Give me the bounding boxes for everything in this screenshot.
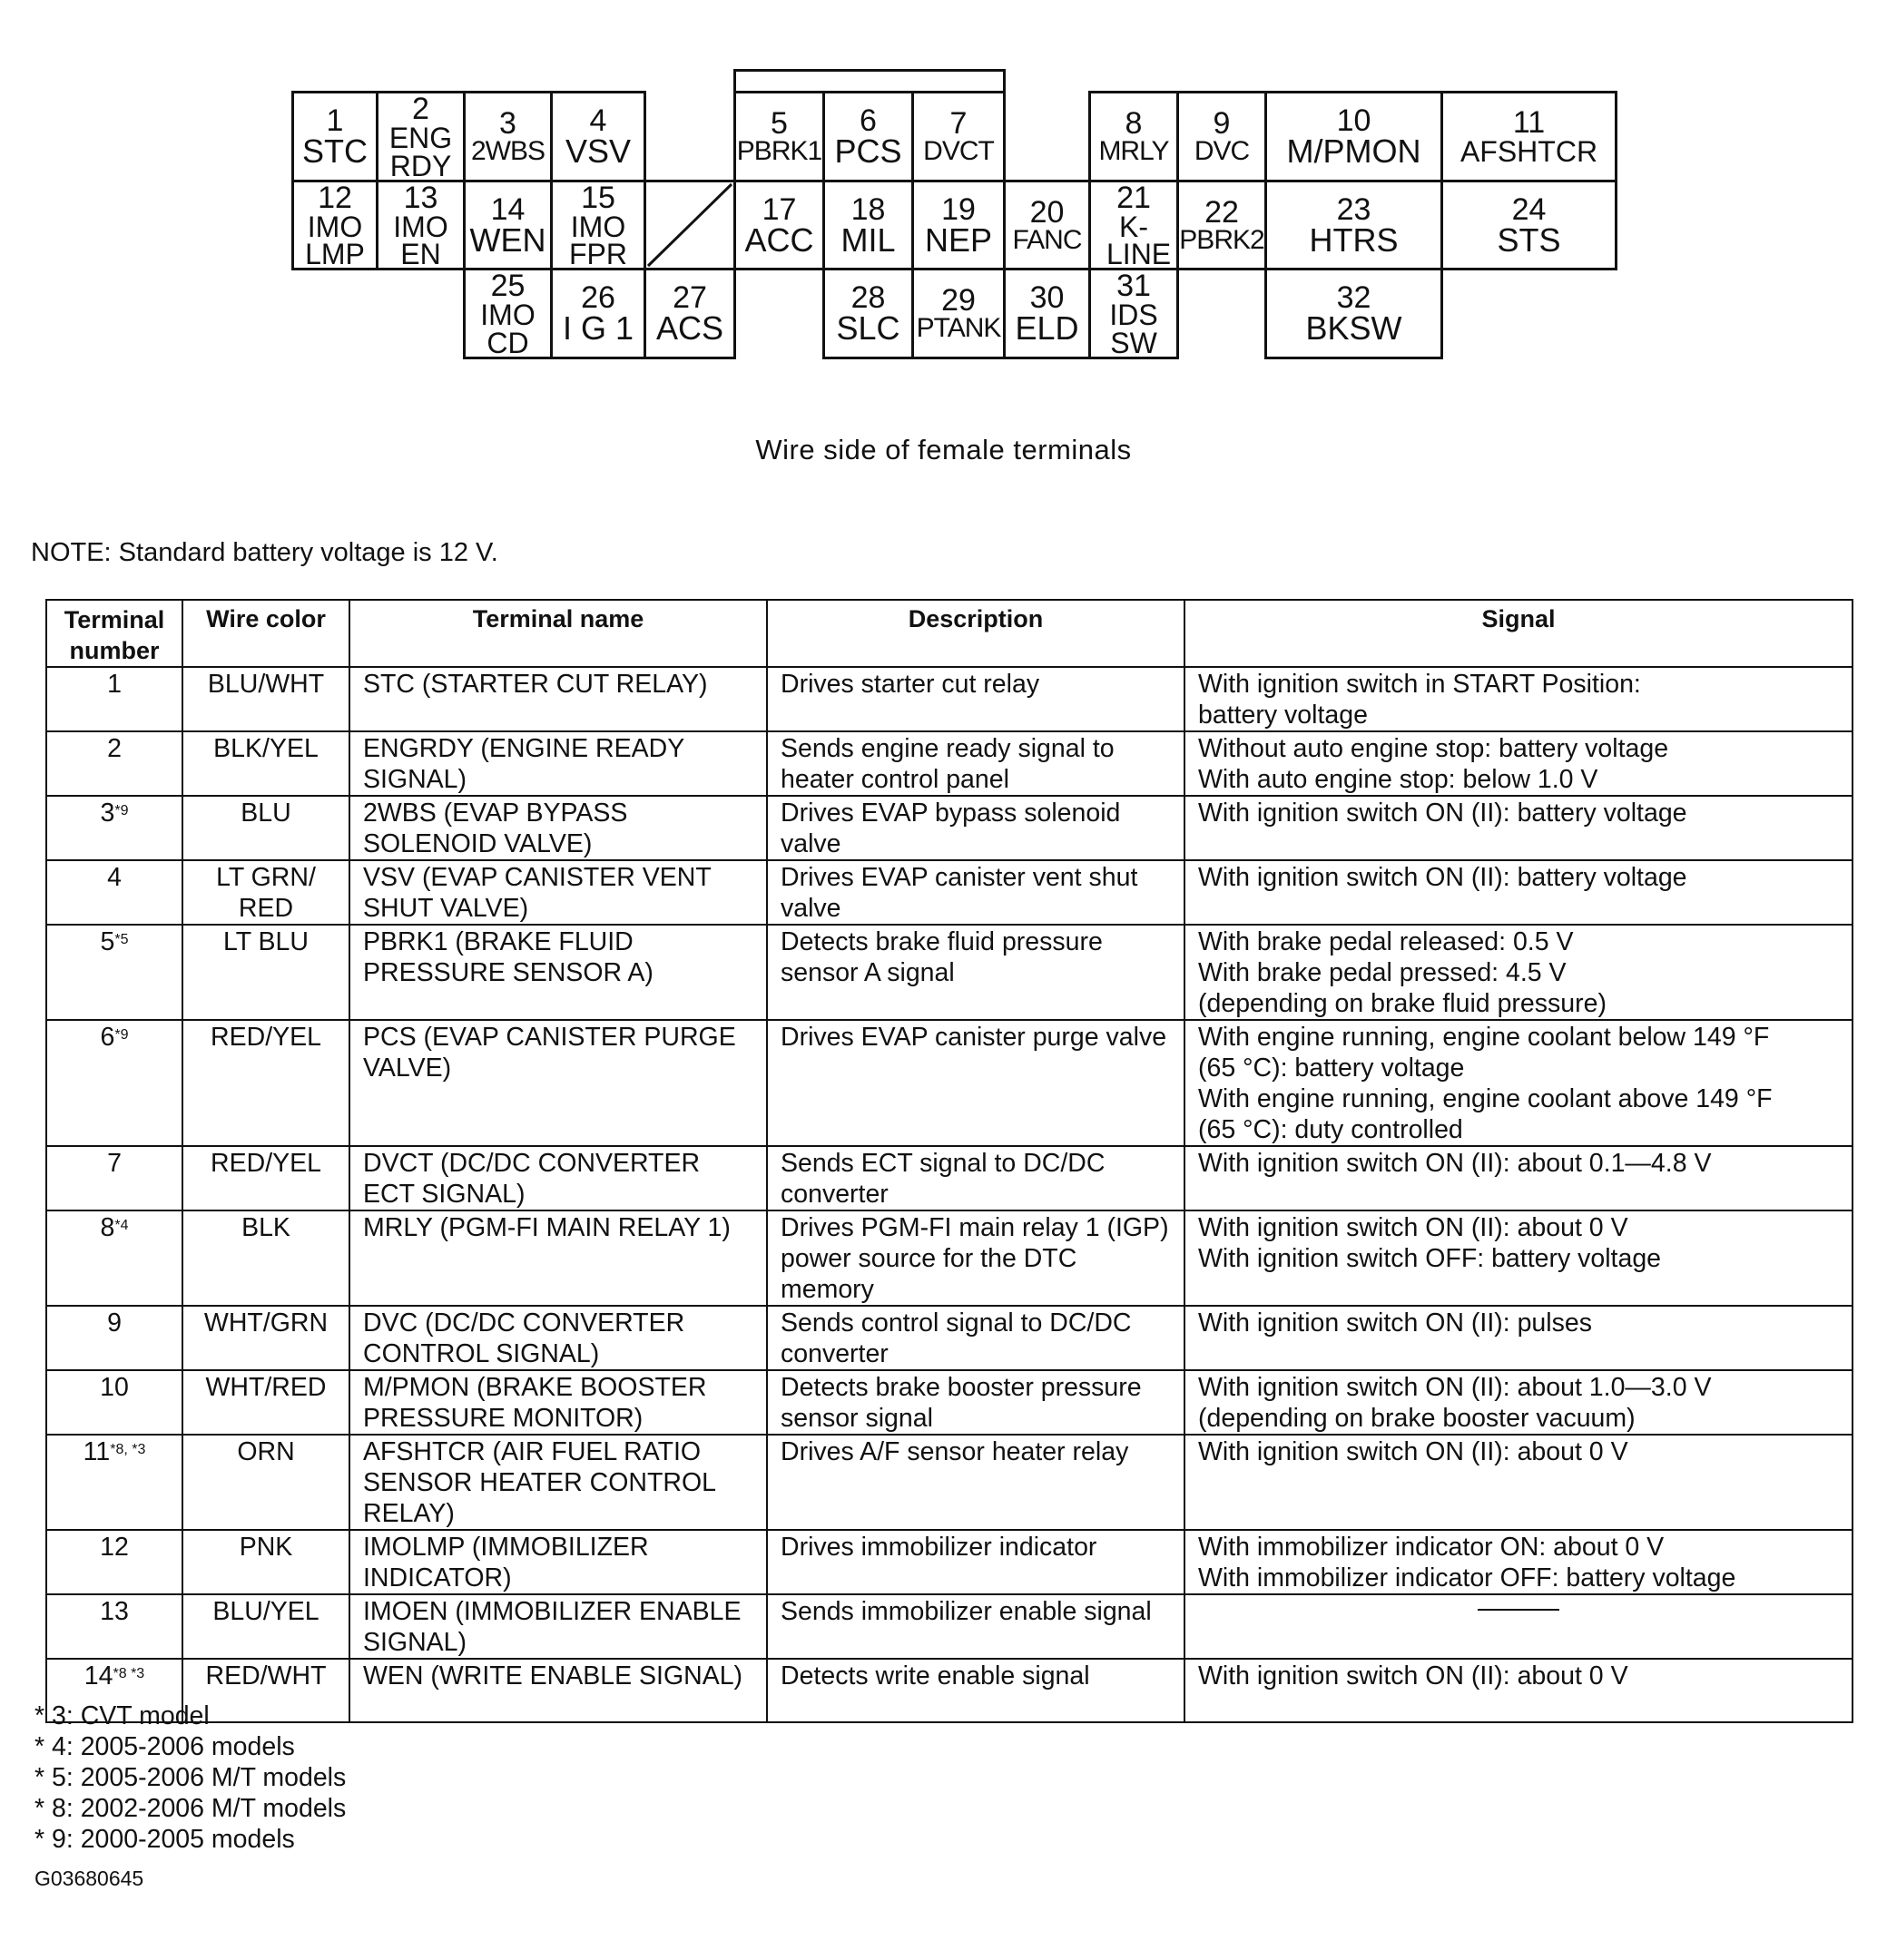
terminal-number-cell bbox=[46, 1306, 182, 1370]
terminal-26 bbox=[550, 268, 646, 359]
terminal-4 bbox=[550, 91, 646, 182]
signal-line: With ignition switch ON (II): about 1.0—3.0 V bbox=[1198, 1373, 1712, 1402]
header-signal: Signal bbox=[1184, 600, 1853, 667]
description-cell: Sends ECT signal to DC/DC converter bbox=[767, 1146, 1184, 1210]
terminal-13 bbox=[376, 180, 466, 270]
terminal-label: MRLY bbox=[1098, 136, 1169, 167]
terminal-number-cell bbox=[46, 1435, 182, 1530]
terminal-number-cell bbox=[46, 1594, 182, 1659]
footnote-ref: *5 bbox=[114, 932, 129, 947]
wire-color-cell: ORN bbox=[182, 1435, 349, 1530]
terminal-number: 1 bbox=[326, 103, 344, 139]
terminal-label: STS bbox=[1497, 220, 1561, 259]
terminal-label: IMO CD bbox=[480, 299, 536, 359]
signal-line: With ignition switch ON (II): about 0.1—4.8 V bbox=[1198, 1149, 1712, 1178]
wire-color-cell: LT GRN/ RED bbox=[182, 860, 349, 925]
signal-line: With engine running, engine coolant below 149 °F bbox=[1198, 1023, 1770, 1052]
terminal-number: 26 bbox=[581, 280, 615, 316]
wire-color-cell: WHT/RED bbox=[182, 1370, 349, 1435]
signal-cell bbox=[1184, 860, 1853, 925]
terminal-name-cell: IMOLMP (IMMOBILIZER INDICATOR) bbox=[349, 1530, 767, 1594]
signal-line: battery voltage bbox=[1198, 701, 1368, 730]
description-cell: Detects brake booster pressure sensor signal bbox=[767, 1370, 1184, 1435]
table-header-row bbox=[46, 600, 1853, 667]
terminal-24 bbox=[1440, 180, 1617, 270]
terminal-label: ACC bbox=[744, 220, 814, 259]
terminal-11 bbox=[1440, 91, 1617, 182]
footnote-ref: *8, *3 bbox=[110, 1442, 146, 1457]
terminal-name-cell: IMOEN (IMMOBILIZER ENABLE SIGNAL) bbox=[349, 1594, 767, 1659]
signal-cell bbox=[1184, 731, 1853, 796]
description-cell: Sends engine ready signal to heater control panel bbox=[767, 731, 1184, 796]
terminal-number: 10 bbox=[100, 1373, 129, 1402]
signal-line: With brake pedal pressed: 4.5 V bbox=[1198, 958, 1567, 987]
header-terminal-number: Terminal number bbox=[46, 600, 182, 667]
terminal-21 bbox=[1088, 180, 1179, 270]
terminal-25 bbox=[463, 268, 553, 359]
terminal-6 bbox=[822, 91, 914, 182]
description-cell: Drives EVAP canister purge valve bbox=[767, 1020, 1184, 1146]
terminal-label: PBRK2 bbox=[1179, 224, 1264, 255]
description-cell: Drives PGM-FI main relay 1 (IGP) power source for the DTC memory bbox=[767, 1210, 1184, 1306]
terminal-label: 2WBS bbox=[470, 136, 545, 167]
terminal-32 bbox=[1264, 268, 1443, 359]
terminal-name-cell: DVCT (DC/DC CONVERTER ECT SIGNAL) bbox=[349, 1146, 767, 1210]
terminal-table bbox=[45, 599, 1853, 1723]
terminal-name-cell: M/PMON (BRAKE BOOSTER PRESSURE MONITOR) bbox=[349, 1370, 767, 1435]
terminal-label: SLC bbox=[836, 309, 900, 348]
figure-code: G03680645 bbox=[34, 1867, 144, 1890]
footnote: * 8: 2002-2006 M/T models bbox=[34, 1794, 347, 1823]
terminal-number: 20 bbox=[1029, 194, 1065, 230]
terminal-number: 24 bbox=[1511, 191, 1547, 227]
terminal-30 bbox=[1003, 268, 1091, 359]
signal-line: With immobilizer indicator OFF: battery voltage bbox=[1198, 1563, 1736, 1592]
terminal-number: 19 bbox=[941, 191, 976, 227]
terminal-name-cell: VSV (EVAP CANISTER VENT SHUT VALVE) bbox=[349, 860, 767, 925]
terminal-1 bbox=[291, 91, 378, 182]
terminal-name-cell: PCS (EVAP CANISTER PURGE VALVE) bbox=[349, 1020, 767, 1146]
terminal-number: 1 bbox=[107, 670, 122, 699]
wire-color-cell: BLU/WHT bbox=[182, 667, 349, 731]
terminal-number-cell bbox=[46, 925, 182, 1020]
terminal-label: DVCT bbox=[923, 136, 994, 167]
terminal-number: 8 bbox=[1125, 106, 1143, 142]
terminal-label: NEP bbox=[924, 220, 993, 259]
table-row bbox=[46, 925, 1853, 1020]
header-description: Description bbox=[767, 600, 1184, 667]
terminal-number-cell bbox=[46, 1530, 182, 1594]
terminal-8 bbox=[1088, 91, 1179, 182]
terminal-14 bbox=[463, 180, 553, 270]
terminal-number: 6 bbox=[860, 103, 877, 139]
terminal-31 bbox=[1088, 268, 1179, 359]
terminal-label: IDS SW bbox=[1109, 299, 1158, 359]
terminal-18 bbox=[822, 180, 914, 270]
terminal-name-cell: STC (STARTER CUT RELAY) bbox=[349, 667, 767, 731]
footnote-ref: *9 bbox=[114, 803, 129, 818]
voltage-note: NOTE: Standard battery voltage is 12 V. bbox=[31, 538, 498, 567]
terminal-number: 6 bbox=[100, 1023, 115, 1052]
wire-color-cell: BLK bbox=[182, 1210, 349, 1306]
terminal-10 bbox=[1264, 91, 1443, 182]
terminal-name-cell: 2WBS (EVAP BYPASS SOLENOID VALVE) bbox=[349, 796, 767, 860]
terminal-number: 8 bbox=[100, 1213, 115, 1242]
table-row bbox=[46, 796, 1853, 860]
terminal-number: 3 bbox=[499, 106, 516, 142]
signal-line: (65 °C): battery voltage bbox=[1198, 1054, 1465, 1083]
terminal-number: 23 bbox=[1336, 191, 1371, 227]
terminal-label: DVC bbox=[1194, 136, 1250, 167]
signal-line: With ignition switch in START Position: bbox=[1198, 670, 1641, 699]
terminal-number: 3 bbox=[100, 799, 115, 828]
footnotes bbox=[34, 1700, 346, 1855]
terminal-number: 4 bbox=[107, 863, 122, 892]
signal-line: (depending on brake fluid pressure) bbox=[1198, 989, 1607, 1018]
terminal-name-cell: WEN (WRITE ENABLE SIGNAL) bbox=[349, 1659, 767, 1722]
description-cell: Sends control signal to DC/DC converter bbox=[767, 1306, 1184, 1370]
signal-cell bbox=[1184, 1370, 1853, 1435]
wire-color-cell: RED/YEL bbox=[182, 1146, 349, 1210]
terminal-number: 32 bbox=[1336, 280, 1371, 316]
table-row bbox=[46, 1210, 1853, 1306]
terminal-number: 22 bbox=[1204, 194, 1239, 230]
signal-line: With ignition switch ON (II): about 0 V bbox=[1198, 1437, 1628, 1466]
description-cell: Drives immobilizer indicator bbox=[767, 1530, 1184, 1594]
terminal-number: 12 bbox=[318, 180, 352, 215]
terminal-number-cell bbox=[46, 860, 182, 925]
terminal-number: 31 bbox=[1116, 269, 1151, 304]
terminal-5 bbox=[733, 91, 825, 182]
footnote: * 4: 2005-2006 models bbox=[34, 1732, 295, 1761]
wire-color-cell: LT BLU bbox=[182, 925, 349, 1020]
wire-color-cell: RED/WHT bbox=[182, 1659, 349, 1722]
wire-color-cell: BLU/YEL bbox=[182, 1594, 349, 1659]
terminal-number: 13 bbox=[100, 1597, 129, 1626]
terminal-27 bbox=[644, 268, 736, 359]
table-row bbox=[46, 860, 1853, 925]
terminal-12 bbox=[291, 180, 378, 270]
terminal-number-cell bbox=[46, 796, 182, 860]
table-row bbox=[46, 1146, 1853, 1210]
terminal-number: 15 bbox=[581, 180, 615, 215]
terminal-label: PCS bbox=[834, 132, 902, 171]
terminal-label: PTANK bbox=[916, 313, 1001, 344]
signal-line: With immobilizer indicator ON: about 0 V bbox=[1198, 1533, 1665, 1562]
terminal-number-cell bbox=[46, 1370, 182, 1435]
signal-line: (depending on brake booster vacuum) bbox=[1198, 1404, 1636, 1433]
terminal-20 bbox=[1003, 180, 1091, 270]
terminal-name-cell: MRLY (PGM-FI MAIN RELAY 1) bbox=[349, 1210, 767, 1306]
table-row bbox=[46, 667, 1853, 731]
signal-cell bbox=[1184, 1146, 1853, 1210]
terminal-number: 14 bbox=[490, 191, 526, 227]
terminal-name-cell: ENGRDY (ENGINE READY SIGNAL) bbox=[349, 731, 767, 796]
terminal-label: ENG RDY bbox=[388, 122, 453, 182]
terminal-number: 25 bbox=[490, 269, 526, 304]
footnote: * 5: 2005-2006 M/T models bbox=[34, 1763, 347, 1792]
terminal-number: 30 bbox=[1029, 280, 1065, 316]
terminal-number: 28 bbox=[850, 280, 886, 316]
blank-slash bbox=[646, 182, 733, 268]
terminal-number-cell bbox=[46, 1020, 182, 1146]
header-wire-color: Wire color bbox=[182, 600, 349, 667]
terminal-19 bbox=[911, 180, 1006, 270]
signal-line: With ignition switch ON (II): pulses bbox=[1198, 1308, 1592, 1338]
table-body bbox=[46, 667, 1853, 1722]
signal-cell bbox=[1184, 1210, 1853, 1306]
terminal-number: 27 bbox=[673, 280, 707, 316]
terminal-22 bbox=[1176, 180, 1267, 270]
terminal-number: 14 bbox=[84, 1661, 113, 1690]
terminal-28 bbox=[822, 268, 914, 359]
terminal-label: VSV bbox=[565, 132, 632, 171]
footnote-ref: *9 bbox=[114, 1027, 129, 1043]
terminal-number-cell bbox=[46, 1210, 182, 1306]
terminal-number-cell bbox=[46, 667, 182, 731]
terminal-number-cell bbox=[46, 1146, 182, 1210]
wire-color-cell: BLU bbox=[182, 796, 349, 860]
footnote-ref: *8 *3 bbox=[113, 1666, 145, 1681]
terminal-number: 11 bbox=[1512, 105, 1546, 141]
footnote: * 3: CVT model bbox=[34, 1701, 210, 1730]
header-terminal-name: Terminal name bbox=[349, 600, 767, 667]
terminal-name-cell: PBRK1 (BRAKE FLUID PRESSURE SENSOR A) bbox=[349, 925, 767, 1020]
wire-color-cell: WHT/GRN bbox=[182, 1306, 349, 1370]
terminal-29 bbox=[911, 268, 1006, 359]
terminal-label: IMO FPR bbox=[569, 210, 627, 270]
signal-cell bbox=[1184, 1306, 1853, 1370]
terminal-15 bbox=[550, 180, 646, 270]
signal-cell bbox=[1184, 1594, 1853, 1659]
terminal-label: M/PMON bbox=[1286, 132, 1421, 171]
terminal-number: 29 bbox=[941, 283, 976, 318]
terminal-number: 13 bbox=[403, 180, 438, 215]
signal-line: With auto engine stop: below 1.0 V bbox=[1198, 765, 1598, 794]
description-cell: Drives starter cut relay bbox=[767, 667, 1184, 731]
terminal-label: STC bbox=[302, 132, 368, 171]
terminal-9 bbox=[1176, 91, 1267, 182]
description-cell: Drives EVAP canister vent shut valve bbox=[767, 860, 1184, 925]
diagram-caption: Wire side of female terminals bbox=[755, 434, 1132, 466]
table-row bbox=[46, 1020, 1853, 1146]
description-cell: Detects brake fluid pressure sensor A signal bbox=[767, 925, 1184, 1020]
signal-line: With ignition switch ON (II): battery voltage bbox=[1198, 799, 1687, 828]
signal-cell bbox=[1184, 1530, 1853, 1594]
terminal-number: 17 bbox=[762, 191, 797, 227]
terminal-name-cell: AFSHTCR (AIR FUEL RATIO SENSOR HEATER CONTROL RELAY) bbox=[349, 1435, 767, 1530]
signal-line: Without auto engine stop: battery voltage bbox=[1198, 734, 1669, 763]
signal-cell bbox=[1184, 1020, 1853, 1146]
terminal-number: 5 bbox=[771, 106, 788, 142]
terminal-number: 7 bbox=[949, 106, 968, 142]
terminal-label: HTRS bbox=[1309, 220, 1399, 259]
terminal-16-blank bbox=[644, 180, 736, 270]
terminal-number: 4 bbox=[589, 103, 607, 139]
description-cell: Drives EVAP bypass solenoid valve bbox=[767, 796, 1184, 860]
no-signal-dash bbox=[1478, 1609, 1559, 1611]
table-row bbox=[46, 731, 1853, 796]
terminal-number: 2 bbox=[107, 734, 122, 763]
terminal-label: WEN bbox=[469, 220, 546, 259]
terminal-label: K-LINE bbox=[1106, 210, 1172, 270]
signal-cell bbox=[1184, 1659, 1853, 1722]
terminal-number: 12 bbox=[100, 1533, 129, 1562]
signal-cell bbox=[1184, 667, 1853, 731]
footnote: * 9: 2000-2005 models bbox=[34, 1825, 295, 1854]
signal-line: With ignition switch OFF: battery voltage bbox=[1198, 1244, 1662, 1273]
terminal-label: ACS bbox=[655, 309, 724, 348]
wire-color-cell: RED/YEL bbox=[182, 1020, 349, 1146]
wire-color-cell: PNK bbox=[182, 1530, 349, 1594]
terminal-number: 7 bbox=[107, 1149, 122, 1178]
terminal-number: 9 bbox=[1213, 106, 1231, 142]
terminal-label: FANC bbox=[1012, 224, 1082, 255]
terminal-label: MIL bbox=[840, 220, 896, 259]
description-cell: Detects write enable signal bbox=[767, 1659, 1184, 1722]
terminal-number-cell bbox=[46, 731, 182, 796]
terminal-2 bbox=[376, 91, 466, 182]
terminal-label: BKSW bbox=[1305, 309, 1402, 348]
description-cell: Sends immobilizer enable signal bbox=[767, 1594, 1184, 1659]
signal-line: With engine running, engine coolant above 149 °F bbox=[1198, 1084, 1773, 1113]
signal-cell bbox=[1184, 925, 1853, 1020]
terminal-17 bbox=[733, 180, 825, 270]
terminal-label: I G 1 bbox=[562, 309, 634, 348]
terminal-number: 18 bbox=[850, 191, 886, 227]
terminal-label: AFSHTCR bbox=[1459, 135, 1598, 169]
table-row bbox=[46, 1594, 1853, 1659]
connector-diagram bbox=[0, 0, 1887, 381]
table-row bbox=[46, 1306, 1853, 1370]
terminal-number: 5 bbox=[100, 927, 115, 956]
footnote-ref: *4 bbox=[114, 1218, 129, 1233]
table-row bbox=[46, 1435, 1853, 1530]
terminal-number: 9 bbox=[107, 1308, 122, 1338]
terminal-number: 21 bbox=[1116, 180, 1151, 215]
wire-color-cell: BLK/YEL bbox=[182, 731, 349, 796]
table-row bbox=[46, 1530, 1853, 1594]
signal-line: With brake pedal released: 0.5 V bbox=[1198, 927, 1574, 956]
signal-line: With ignition switch ON (II): about 0 V bbox=[1198, 1213, 1628, 1242]
terminal-label: PBRK1 bbox=[736, 136, 822, 167]
signal-cell bbox=[1184, 796, 1853, 860]
description-cell: Drives A/F sensor heater relay bbox=[767, 1435, 1184, 1530]
signal-cell bbox=[1184, 1435, 1853, 1530]
terminal-number: 11 bbox=[83, 1437, 111, 1466]
signal-line: With ignition switch ON (II): about 0 V bbox=[1198, 1661, 1628, 1690]
terminal-name-cell: DVC (DC/DC CONVERTER CONTROL SIGNAL) bbox=[349, 1306, 767, 1370]
terminal-label: IMO EN bbox=[393, 210, 448, 270]
terminal-3 bbox=[463, 91, 553, 182]
signal-line: With ignition switch ON (II): battery voltage bbox=[1198, 863, 1687, 892]
terminal-label: ELD bbox=[1015, 309, 1079, 348]
terminal-23 bbox=[1264, 180, 1443, 270]
signal-line: (65 °C): duty controlled bbox=[1198, 1115, 1463, 1144]
terminal-number: 2 bbox=[412, 92, 429, 127]
terminal-label: IMO LMP bbox=[305, 210, 365, 270]
terminal-7 bbox=[911, 91, 1006, 182]
table-row bbox=[46, 1370, 1853, 1435]
terminal-number: 10 bbox=[1336, 103, 1371, 139]
